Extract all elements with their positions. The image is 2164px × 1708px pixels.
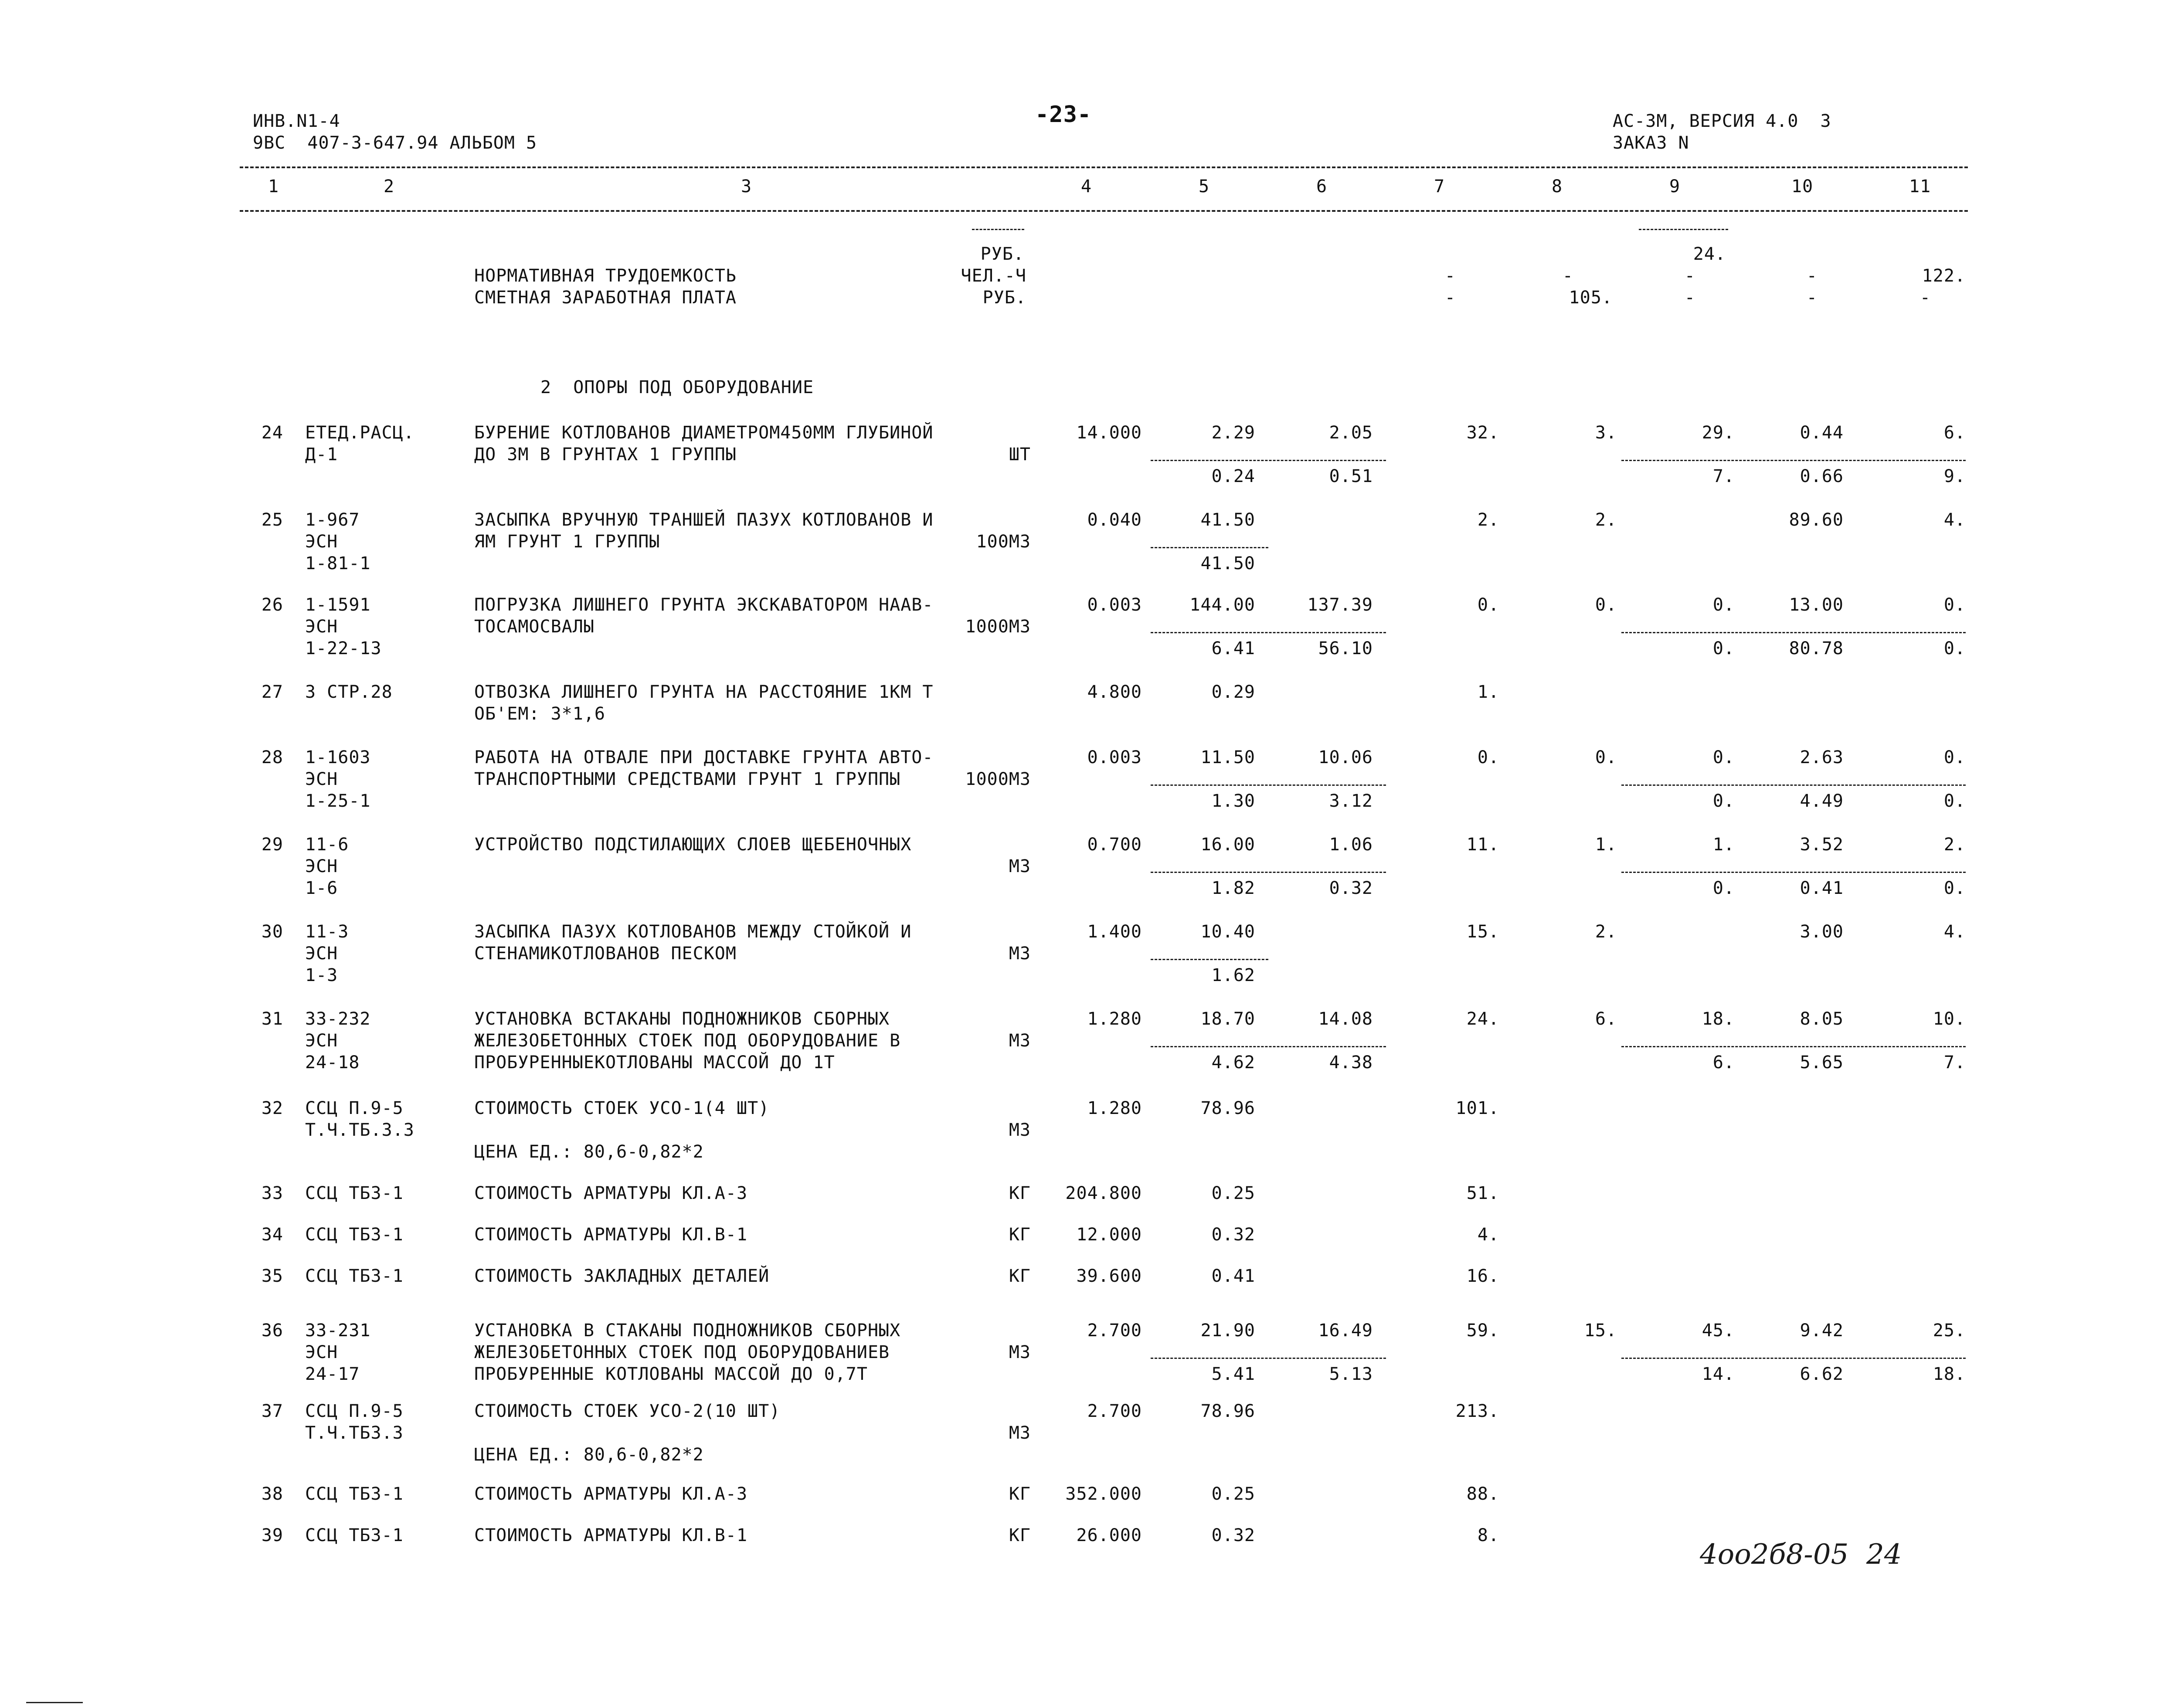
row-subtotal-divider: [1151, 547, 1268, 548]
row-c5-second: 5.41: [1211, 1364, 1255, 1384]
row-c5: 0.32: [1211, 1225, 1255, 1245]
row-c5: 78.96: [1200, 1401, 1255, 1421]
row-c7: 11.: [1466, 835, 1499, 855]
row-c11: 4.: [1943, 922, 1966, 942]
row-c5-second: 41.50: [1200, 553, 1255, 574]
row-c4: 2.700: [1087, 1401, 1142, 1421]
row-subtotal-divider-right: [1621, 784, 1966, 786]
program-version: АС-3М, ВЕРСИЯ 4.0 3: [1613, 111, 1831, 131]
row-c7: 8.: [1477, 1525, 1499, 1545]
row-c9: 18.: [1702, 1009, 1735, 1029]
row-c6-second: 3.12: [1329, 791, 1373, 811]
row-unit: М3: [1009, 1120, 1031, 1140]
row-code: ССЦ П.9-5: [305, 1098, 404, 1118]
row-code: ЭСН: [305, 769, 338, 789]
row-c7: 88.: [1466, 1484, 1499, 1504]
row-unit: М3: [1009, 944, 1031, 964]
row-c7: 213.: [1455, 1401, 1499, 1421]
row-c5: 78.96: [1200, 1098, 1255, 1118]
row-c7: 1.: [1477, 682, 1499, 702]
row-c8: 0.: [1595, 747, 1617, 767]
row-c5: 0.25: [1211, 1183, 1255, 1203]
row-subtotal-divider-right: [1621, 460, 1966, 461]
row-description: ЖЕЛЕЗОБЕТОННЫХ СТОЕК ПОД ОБОРУДОВАНИЕ В: [474, 1031, 901, 1051]
row-c11: 0.: [1943, 595, 1966, 615]
row-subtotal-divider-right: [1621, 1046, 1966, 1047]
row-c9-second: 0.: [1712, 878, 1735, 898]
row-c7: 16.: [1466, 1266, 1499, 1286]
row-subtotal-divider: [1151, 784, 1386, 786]
row-subtotal-divider: [1151, 460, 1386, 461]
row-code: ССЦ ТБ3-1: [305, 1525, 404, 1545]
row-c4: 4.800: [1087, 682, 1142, 702]
wage-col9: -: [1684, 288, 1695, 308]
row-number: 28: [261, 747, 283, 767]
row-description: РАБОТА НА ОТВАЛЕ ПРИ ДОСТАВКЕ ГРУНТА АВТО-: [474, 747, 934, 767]
row-subtotal-divider: [1151, 1358, 1386, 1359]
row-code: 1-967: [305, 510, 360, 530]
row-unit: 1000М3: [965, 617, 1031, 637]
row-code: Т.Ч.ТБ3.3: [305, 1423, 404, 1443]
row-c11: 25.: [1933, 1321, 1966, 1341]
labor-col10: -: [1806, 266, 1817, 286]
row-description: СТОИМОСТЬ СТОЕК УСО-1(4 ШТ): [474, 1098, 770, 1118]
row-description: УСТРОЙСТВО ПОДСТИЛАЮЩИХ СЛОЕВ ЩЕБЕНОЧНЫХ: [474, 835, 912, 855]
column-header-5: 5: [1199, 177, 1210, 197]
row-number: 37: [261, 1401, 283, 1421]
header-rule-top: [240, 166, 1968, 168]
row-unit: КГ: [1009, 1266, 1031, 1286]
row-number: 27: [261, 682, 283, 702]
row-description: ПОГРУЗКА ЛИШНЕГО ГРУНТА ЭКСКАВАТОРОМ НААВ-: [474, 595, 934, 615]
row-c11-second: 0.: [1943, 878, 1966, 898]
row-c5: 21.90: [1200, 1321, 1255, 1341]
row-description: УСТАНОВКА ВСТАКАНЫ ПОДНОЖНИКОВ СБОРНЫХ: [474, 1009, 890, 1029]
row-c4: 0.003: [1087, 595, 1142, 615]
row-subtotal-divider: [1151, 872, 1386, 873]
row-description: СТОИМОСТЬ АРМАТУРЫ КЛ.В-1: [474, 1225, 748, 1245]
row-c4: 1.400: [1087, 922, 1142, 942]
row-c4: 0.700: [1087, 835, 1142, 855]
row-c10-second: 5.65: [1800, 1053, 1844, 1073]
corner-mark: [26, 1702, 83, 1703]
row-c7: 24.: [1466, 1009, 1499, 1029]
row-c5-second: 6.41: [1211, 638, 1255, 659]
row-c4: 1.280: [1087, 1009, 1142, 1029]
summary-dash-b: [1639, 229, 1728, 230]
row-c9: 0.: [1712, 747, 1735, 767]
header-rule-bottom: [240, 210, 1968, 212]
labor-col9: -: [1684, 266, 1695, 286]
row-code: 33-232: [305, 1009, 371, 1029]
row-c10-second: 6.62: [1800, 1364, 1844, 1384]
row-code: ЕТЕД.РАСЦ.: [305, 423, 414, 443]
row-code: ЭСН: [305, 856, 338, 876]
row-c4: 12.000: [1076, 1225, 1142, 1245]
row-code: Д-1: [305, 445, 338, 465]
row-description: ЯМ ГРУНТ 1 ГРУППЫ: [474, 532, 660, 552]
row-number: 30: [261, 922, 283, 942]
row-c7: 51.: [1466, 1183, 1499, 1203]
order-number: ЗАКАЗ N: [1613, 133, 1689, 153]
row-description: ТРАНСПОРТНЫМИ СРЕДСТВАМИ ГРУНТ 1 ГРУППЫ: [474, 769, 901, 789]
labor-col7: -: [1444, 266, 1456, 286]
row-c4: 204.800: [1065, 1183, 1142, 1203]
labor-label: НОРМАТИВНАЯ ТРУДОЕМКОСТЬ: [474, 266, 737, 286]
row-code: 1-81-1: [305, 553, 371, 574]
row-c11-second: 9.: [1943, 466, 1966, 486]
row-number: 32: [261, 1098, 283, 1118]
row-c8: 2.: [1595, 510, 1617, 530]
row-c5: 11.50: [1200, 747, 1255, 767]
row-code: Т.Ч.ТБ.3.3: [305, 1120, 414, 1140]
row-subtotal-divider: [1151, 632, 1386, 633]
wage-col11: -: [1919, 288, 1931, 308]
row-c7: 32.: [1466, 423, 1499, 443]
row-c4: 26.000: [1076, 1525, 1142, 1545]
row-unit: М3: [1009, 1423, 1031, 1443]
row-c6-second: 0.51: [1329, 466, 1373, 486]
row-code: ЭСН: [305, 1031, 338, 1051]
row-c6: 16.49: [1318, 1321, 1373, 1341]
row-c5: 144.00: [1189, 595, 1255, 615]
handwritten-stamp: 4оо2б8-05 24: [1700, 1538, 1902, 1571]
row-description: ЦЕНА ЕД.: 80,6-0,82*2: [474, 1445, 704, 1465]
column-header-2: 2: [384, 177, 395, 197]
row-c8: 2.: [1595, 922, 1617, 942]
row-c6: 137.39: [1307, 595, 1373, 615]
summary-rub-unit: РУБ.: [980, 244, 1024, 264]
row-c9-second: 7.: [1712, 466, 1735, 486]
row-description: ЦЕНА ЕД.: 80,6-0,82*2: [474, 1142, 704, 1162]
section-title: 2 ОПОРЫ ПОД ОБОРУДОВАНИЕ: [540, 377, 814, 397]
row-c6: 1.06: [1329, 835, 1373, 855]
row-code: 11-3: [305, 922, 349, 942]
row-code: ЭСН: [305, 944, 338, 964]
row-description: ОТВОЗКА ЛИШНЕГО ГРУНТА НА РАССТОЯНИЕ 1КМ Т: [474, 682, 934, 702]
wage-col8: 105.: [1569, 288, 1613, 308]
row-c9-second: 6.: [1712, 1053, 1735, 1073]
labor-col11: 122.: [1922, 266, 1966, 286]
row-c9-second: 14.: [1702, 1364, 1735, 1384]
row-number: 36: [261, 1321, 283, 1341]
row-c11-second: 7.: [1943, 1053, 1966, 1073]
row-c11: 10.: [1933, 1009, 1966, 1029]
row-c5-second: 1.82: [1211, 878, 1255, 898]
row-c4: 352.000: [1065, 1484, 1142, 1504]
wage-col10: -: [1806, 288, 1817, 308]
column-header-6: 6: [1316, 177, 1328, 197]
row-unit: М3: [1009, 1031, 1031, 1051]
row-unit: М3: [1009, 856, 1031, 876]
row-c10: 13.00: [1789, 595, 1844, 615]
row-code: 3 СТР.28: [305, 682, 393, 702]
row-description: СТОИМОСТЬ АРМАТУРЫ КЛ.А-3: [474, 1183, 748, 1203]
row-c11-second: 18.: [1933, 1364, 1966, 1384]
row-code: 33-231: [305, 1321, 371, 1341]
row-code: 24-18: [305, 1053, 360, 1073]
row-description: БУРЕНИЕ КОТЛОВАНОВ ДИАМЕТРОМ450ММ ГЛУБИНОЙ: [474, 423, 934, 443]
row-description: ПРОБУРЕННЫЕ КОТЛОВАНЫ МАССОЙ ДО 0,7Т: [474, 1364, 868, 1384]
row-unit: М3: [1009, 1342, 1031, 1362]
row-c5: 2.29: [1211, 423, 1255, 443]
row-c7: 4.: [1477, 1225, 1499, 1245]
column-header-4: 4: [1081, 177, 1092, 197]
row-code: 1-1591: [305, 595, 371, 615]
row-description: СТОИМОСТЬ ЗАКЛАДНЫХ ДЕТАЛЕЙ: [474, 1266, 770, 1286]
row-description: ПРОБУРЕННЫЕКОТЛОВАНЫ МАССОЙ ДО 1Т: [474, 1053, 835, 1073]
row-description: ЗАСЫПКА ВРУЧНУЮ ТРАНШЕЙ ПАЗУХ КОТЛОВАНОВ И: [474, 510, 934, 530]
row-c6-second: 5.13: [1329, 1364, 1373, 1384]
row-description: СТОИМОСТЬ АРМАТУРЫ КЛ.В-1: [474, 1525, 748, 1545]
column-header-8: 8: [1552, 177, 1563, 197]
row-subtotal-divider-right: [1621, 632, 1966, 633]
row-c10: 3.00: [1800, 922, 1844, 942]
row-c7: 101.: [1455, 1098, 1499, 1118]
row-code: ССЦ П.9-5: [305, 1401, 404, 1421]
row-c4: 1.280: [1087, 1098, 1142, 1118]
row-code: ЭСН: [305, 617, 338, 637]
row-code: 1-6: [305, 878, 338, 898]
row-c10-second: 4.49: [1800, 791, 1844, 811]
row-c11-second: 0.: [1943, 638, 1966, 659]
row-c7: 0.: [1477, 747, 1499, 767]
column-header-9: 9: [1669, 177, 1681, 197]
column-header-10: 10: [1791, 177, 1814, 197]
row-c10: 0.44: [1800, 423, 1844, 443]
wage-col7: -: [1444, 288, 1456, 308]
row-code: 1-1603: [305, 747, 371, 767]
row-number: 34: [261, 1225, 283, 1245]
row-subtotal-divider: [1151, 1046, 1386, 1047]
row-c9: 45.: [1702, 1321, 1735, 1341]
row-c6-second: 4.38: [1329, 1053, 1373, 1073]
row-number: 38: [261, 1484, 283, 1504]
row-unit: КГ: [1009, 1525, 1031, 1545]
row-c7: 2.: [1477, 510, 1499, 530]
summary-col9-value: 24.: [1693, 244, 1726, 264]
row-c4: 0.040: [1087, 510, 1142, 530]
row-c8: 1.: [1595, 835, 1617, 855]
row-code: 1-22-13: [305, 638, 382, 659]
row-c8: 15.: [1584, 1321, 1617, 1341]
page-number: -23-: [1035, 102, 1092, 128]
row-c6-second: 56.10: [1318, 638, 1373, 659]
row-c11: 4.: [1943, 510, 1966, 530]
row-description: ОБ'ЕМ: 3*1,6: [474, 704, 605, 724]
row-c11: 6.: [1943, 423, 1966, 443]
row-c4: 39.600: [1076, 1266, 1142, 1286]
inventory-number: ИНВ.N1-4: [253, 111, 340, 131]
row-description: СТЕНАМИКОТЛОВАНОВ ПЕСКОМ: [474, 944, 737, 964]
row-unit: ШТ: [1009, 445, 1031, 465]
row-number: 39: [261, 1525, 283, 1545]
row-code: ССЦ ТБ3-1: [305, 1484, 404, 1504]
row-number: 25: [261, 510, 283, 530]
album-reference: 9ВС 407-3-647.94 АЛЬБОМ 5: [253, 133, 537, 153]
row-c5-second: 1.62: [1211, 965, 1255, 985]
row-number: 29: [261, 835, 283, 855]
column-header-11: 11: [1909, 177, 1931, 197]
row-c8: 6.: [1595, 1009, 1617, 1029]
row-number: 26: [261, 595, 283, 615]
column-header-7: 7: [1434, 177, 1445, 197]
row-description: СТОИМОСТЬ АРМАТУРЫ КЛ.А-3: [474, 1484, 748, 1504]
row-subtotal-divider-right: [1621, 1358, 1966, 1359]
row-c10: 9.42: [1800, 1321, 1844, 1341]
row-description: УСТАНОВКА В СТАКАНЫ ПОДНОЖНИКОВ СБОРНЫХ: [474, 1321, 901, 1341]
row-c10-second: 0.41: [1800, 878, 1844, 898]
row-c11: 0.: [1943, 747, 1966, 767]
row-c6: 14.08: [1318, 1009, 1373, 1029]
row-unit: 100М3: [976, 532, 1031, 552]
row-c9: 1.: [1712, 835, 1735, 855]
row-c5: 0.32: [1211, 1525, 1255, 1545]
row-c10: 3.52: [1800, 835, 1844, 855]
row-c5: 16.00: [1200, 835, 1255, 855]
row-c5: 0.25: [1211, 1484, 1255, 1504]
row-c9-second: 0.: [1712, 791, 1735, 811]
row-c10-second: 80.78: [1789, 638, 1844, 659]
row-c6-second: 0.32: [1329, 878, 1373, 898]
row-c6: 10.06: [1318, 747, 1373, 767]
row-c10: 2.63: [1800, 747, 1844, 767]
row-c5: 0.29: [1211, 682, 1255, 702]
row-description: ЗАСЫПКА ПАЗУХ КОТЛОВАНОВ МЕЖДУ СТОЙКОЙ И: [474, 922, 912, 942]
row-c7: 59.: [1466, 1321, 1499, 1341]
row-c10: 8.05: [1800, 1009, 1844, 1029]
wage-unit: РУБ.: [982, 288, 1026, 308]
row-description: ДО 3М В ГРУНТАХ 1 ГРУППЫ: [474, 445, 737, 465]
row-c5: 10.40: [1200, 922, 1255, 942]
row-code: 1-3: [305, 965, 338, 985]
column-header-3: 3: [741, 177, 752, 197]
row-unit: КГ: [1009, 1183, 1031, 1203]
row-c8: 3.: [1595, 423, 1617, 443]
labor-col8: -: [1562, 266, 1573, 286]
row-number: 31: [261, 1009, 283, 1029]
row-description: ЖЕЛЕЗОБЕТОННЫХ СТОЕК ПОД ОБОРУДОВАНИЕВ: [474, 1342, 890, 1362]
row-c8: 0.: [1595, 595, 1617, 615]
row-number: 35: [261, 1266, 283, 1286]
row-c5-second: 0.24: [1211, 466, 1255, 486]
row-c9-second: 0.: [1712, 638, 1735, 659]
row-unit: КГ: [1009, 1225, 1031, 1245]
row-c5: 18.70: [1200, 1009, 1255, 1029]
row-code: ССЦ ТБ3-1: [305, 1225, 404, 1245]
row-c4: 14.000: [1076, 423, 1142, 443]
row-code: 24-17: [305, 1364, 360, 1384]
row-description: СТОИМОСТЬ СТОЕК УСО-2(10 ШТ): [474, 1401, 781, 1421]
row-code: 1-25-1: [305, 791, 371, 811]
row-code: ССЦ ТБ3-1: [305, 1183, 404, 1203]
row-c11: 2.: [1943, 835, 1966, 855]
row-code: ЭСН: [305, 532, 338, 552]
row-unit: 1000М3: [965, 769, 1031, 789]
row-c7: 0.: [1477, 595, 1499, 615]
column-header-1: 1: [268, 177, 279, 197]
row-description: ТОСАМОСВАЛЫ: [474, 617, 595, 637]
row-code: ССЦ ТБ3-1: [305, 1266, 404, 1286]
row-number: 24: [261, 423, 283, 443]
summary-dash-a: [972, 229, 1024, 230]
row-c5-second: 4.62: [1211, 1053, 1255, 1073]
row-number: 33: [261, 1183, 283, 1203]
row-c7: 15.: [1466, 922, 1499, 942]
row-c5-second: 1.30: [1211, 791, 1255, 811]
row-c6: 2.05: [1329, 423, 1373, 443]
row-code: ЭСН: [305, 1342, 338, 1362]
row-c4: 0.003: [1087, 747, 1142, 767]
row-unit: КГ: [1009, 1484, 1031, 1504]
row-c4: 2.700: [1087, 1321, 1142, 1341]
row-c9: 0.: [1712, 595, 1735, 615]
row-c10-second: 0.66: [1800, 466, 1844, 486]
row-subtotal-divider-right: [1621, 872, 1966, 873]
row-c9: 29.: [1702, 423, 1735, 443]
row-c5: 41.50: [1200, 510, 1255, 530]
row-code: 11-6: [305, 835, 349, 855]
labor-unit: ЧЕЛ.-Ч: [961, 266, 1026, 286]
row-c5: 0.41: [1211, 1266, 1255, 1286]
row-c11-second: 0.: [1943, 791, 1966, 811]
row-c10: 89.60: [1789, 510, 1844, 530]
row-subtotal-divider: [1151, 959, 1268, 960]
wage-label: СМЕТНАЯ ЗАРАБОТНАЯ ПЛАТА: [474, 288, 737, 308]
